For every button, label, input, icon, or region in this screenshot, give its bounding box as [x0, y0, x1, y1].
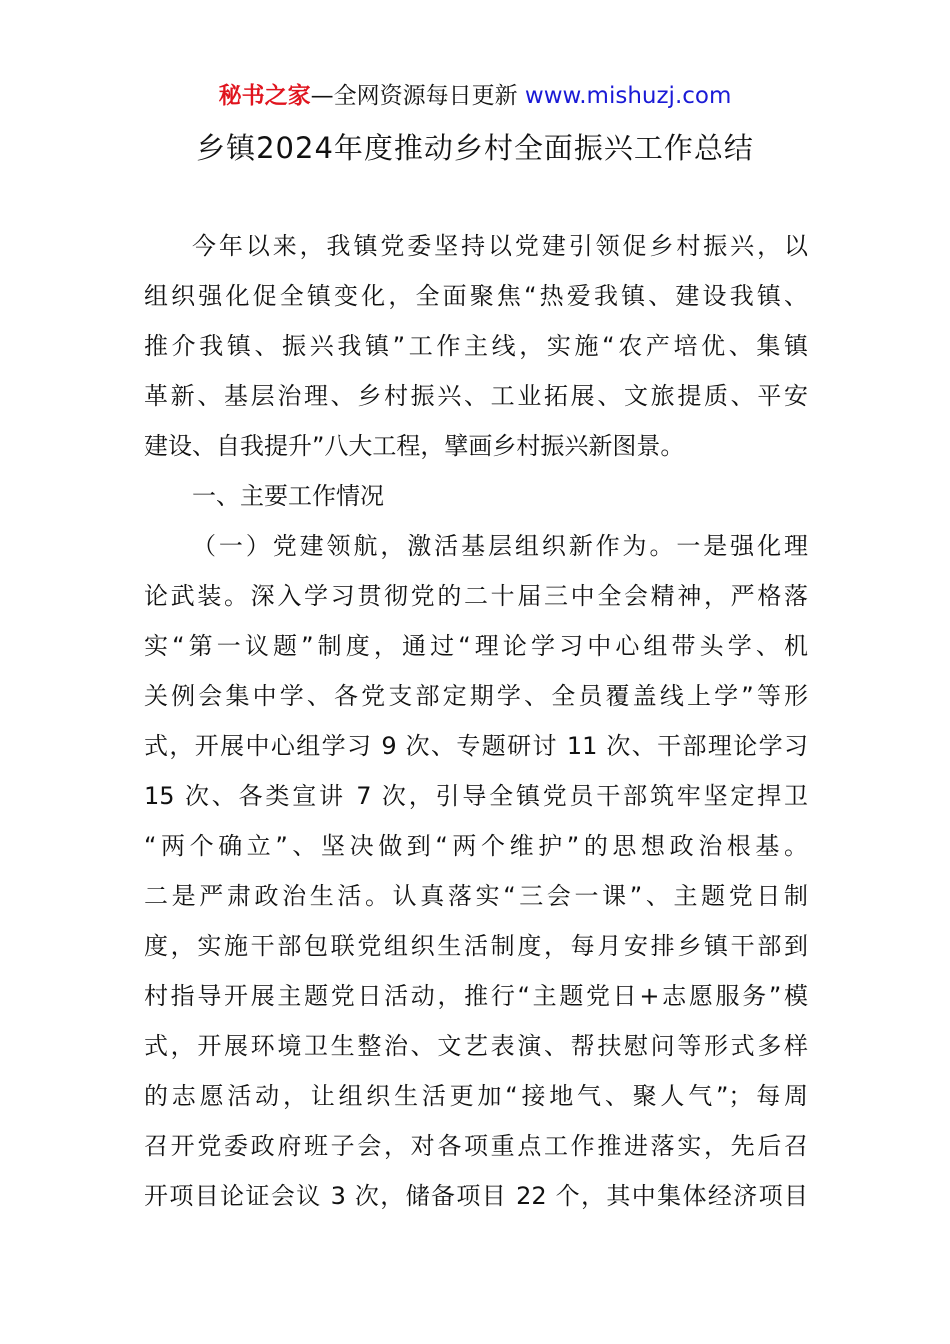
text-line: 建设、自我提升”八大工程，擘画乡村振兴新图景。 [144, 432, 685, 460]
text-line: 村指导开展主题党日活动，推行“主题党日+志愿服务”模 [144, 982, 808, 1010]
document-body [144, 221, 808, 1221]
text-line: 一、主要工作情况 [192, 482, 384, 510]
text-line: 的志愿活动，让组织生活更加“接地气、聚人气”；每周 [144, 1082, 808, 1110]
text-line: 实“第一议题”制度，通过“理论学习中心组带头学、机 [144, 632, 808, 660]
text-line: 论武装。深入学习贯彻党的二十届三中全会精神，严格落 [144, 582, 808, 610]
text-line: 关例会集中学、各党支部定期学、全员覆盖线上学”等形 [144, 682, 808, 710]
text-line: 度，实施干部包联党组织生活制度，每月安排乡镇干部到 [144, 932, 808, 960]
site-url-link[interactable]: www.mishuzj.com [524, 83, 732, 109]
text-line: 今年以来，我镇党委坚持以党建引领促乡村振兴，以 [192, 232, 808, 260]
text-line: （一）党建领航，激活基层组织新作为。一是强化理 [192, 532, 808, 560]
site-header [0, 80, 950, 112]
document-title: 乡镇2024年度推动乡村全面振兴工作总结 [196, 131, 754, 165]
site-brand: 秘书之家 [218, 83, 311, 109]
text-line: 召开党委政府班子会，对各项重点工作推进落实，先后召 [144, 1132, 808, 1160]
text-line: “两个确立”、坚决做到“两个维护”的思想政治根基。 [144, 832, 808, 860]
text-line: 二是严肃政治生活。认真落实“三会一课”、主题党日制 [144, 882, 808, 910]
text-line: 15 次、各类宣讲 7 次，引导全镇党员干部筑牢坚定捍卫 [144, 782, 808, 810]
text-line: 式，开展中心组学习 9 次、专题研讨 11 次、干部理论学习 [144, 732, 808, 760]
text-line: 式，开展环境卫生整治、文艺表演、帮扶慰问等形式多样 [144, 1032, 808, 1060]
text-line: 推介我镇、振兴我镇”工作主线，实施“农产培优、集镇 [144, 332, 808, 360]
text-line: 组织强化促全镇变化，全面聚焦“热爱我镇、建设我镇、 [144, 282, 808, 310]
text-line: 开项目论证会议 3 次，储备项目 22 个，其中集体经济项目 [144, 1182, 808, 1210]
text-line: 革新、基层治理、乡村振兴、工业拓展、文旅提质、平安 [144, 382, 808, 410]
site-slogan: —全网资源每日更新 [310, 83, 518, 109]
